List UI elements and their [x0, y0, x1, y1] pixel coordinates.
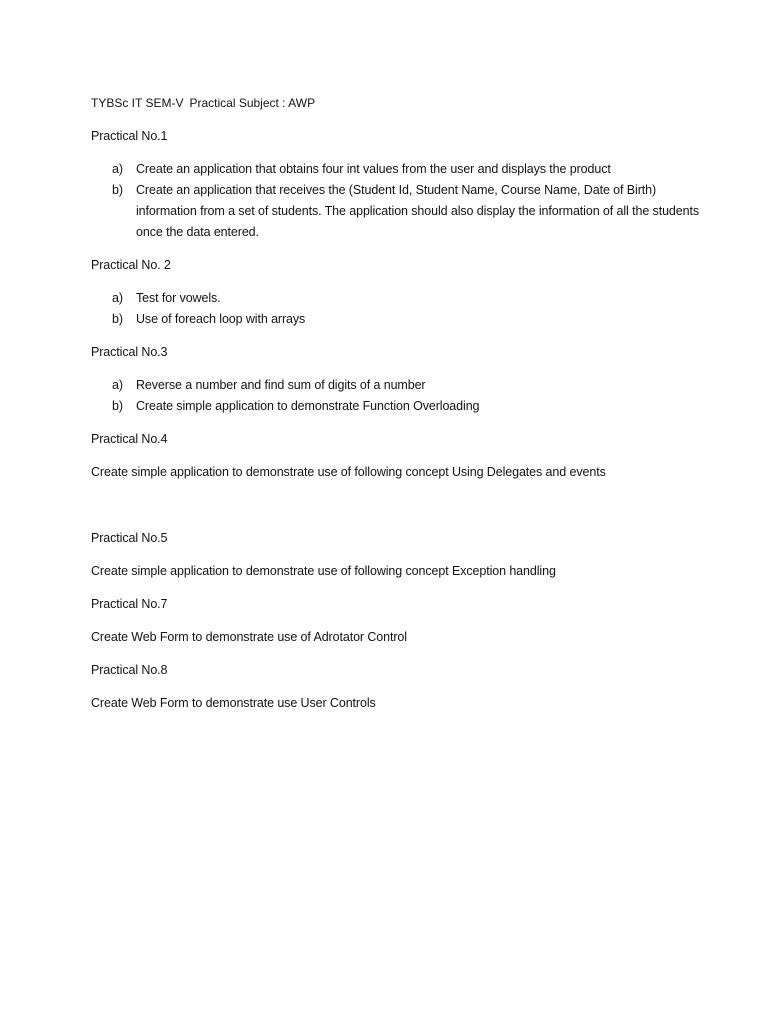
practical-2-list: [91, 288, 731, 330]
practical-8-heading: Practical No.8: [91, 663, 168, 677]
course-label: TYBSc IT SEM-V: [91, 96, 184, 110]
blank-line: [91, 483, 731, 516]
document-header: [91, 93, 731, 114]
practical-4-heading: Practical No.4: [91, 432, 168, 446]
practical-2-heading: Practical No. 2: [91, 258, 171, 272]
list-marker: b): [112, 183, 123, 197]
practical-4-description: Create simple application to demonstrate use of following concept Using Delegates and events: [91, 465, 606, 479]
list-item-text: Use of foreach loop with arrays: [136, 312, 306, 326]
list-marker: a): [112, 162, 123, 176]
practical-3-heading: Practical No.3: [91, 345, 168, 359]
list-marker: a): [112, 378, 123, 392]
document-page: [91, 93, 731, 714]
list-item: [91, 159, 731, 180]
practical-7-description: Create Web Form to demonstrate use of Adrotator Control: [91, 630, 407, 644]
practical-1-list: [91, 159, 731, 243]
list-item: [91, 288, 731, 309]
list-marker: b): [112, 312, 123, 326]
practical-1-heading: Practical No.1: [91, 129, 168, 143]
list-item: [91, 375, 731, 396]
practical-3-list: [91, 375, 731, 417]
practical-8-description: Create Web Form to demonstrate use User Controls: [91, 696, 376, 710]
list-item-text: Create simple application to demonstrate Function Overloading: [136, 399, 480, 413]
list-item-text: Create an application that receives the (Student Id, Student Name, Course Name, Date of Birth) information from a set of students. The application should also display the information of all the students once the data entered.: [136, 183, 700, 239]
practical-5-description: Create simple application to demonstrate use of following concept Exception handling: [91, 564, 556, 578]
practical-5-heading: Practical No.5: [91, 531, 168, 545]
list-item: [91, 396, 731, 417]
list-item-text: Create an application that obtains four int values from the user and displays the product: [136, 162, 611, 176]
list-item: [91, 180, 731, 243]
list-item-text: Reverse a number and find sum of digits of a number: [136, 378, 426, 392]
practical-7-heading: Practical No.7: [91, 597, 168, 611]
list-marker: b): [112, 399, 123, 413]
list-item: [91, 309, 731, 330]
list-item-text: Test for vowels.: [136, 291, 221, 305]
list-marker: a): [112, 291, 123, 305]
subject-label: Practical Subject : AWP: [189, 96, 316, 110]
